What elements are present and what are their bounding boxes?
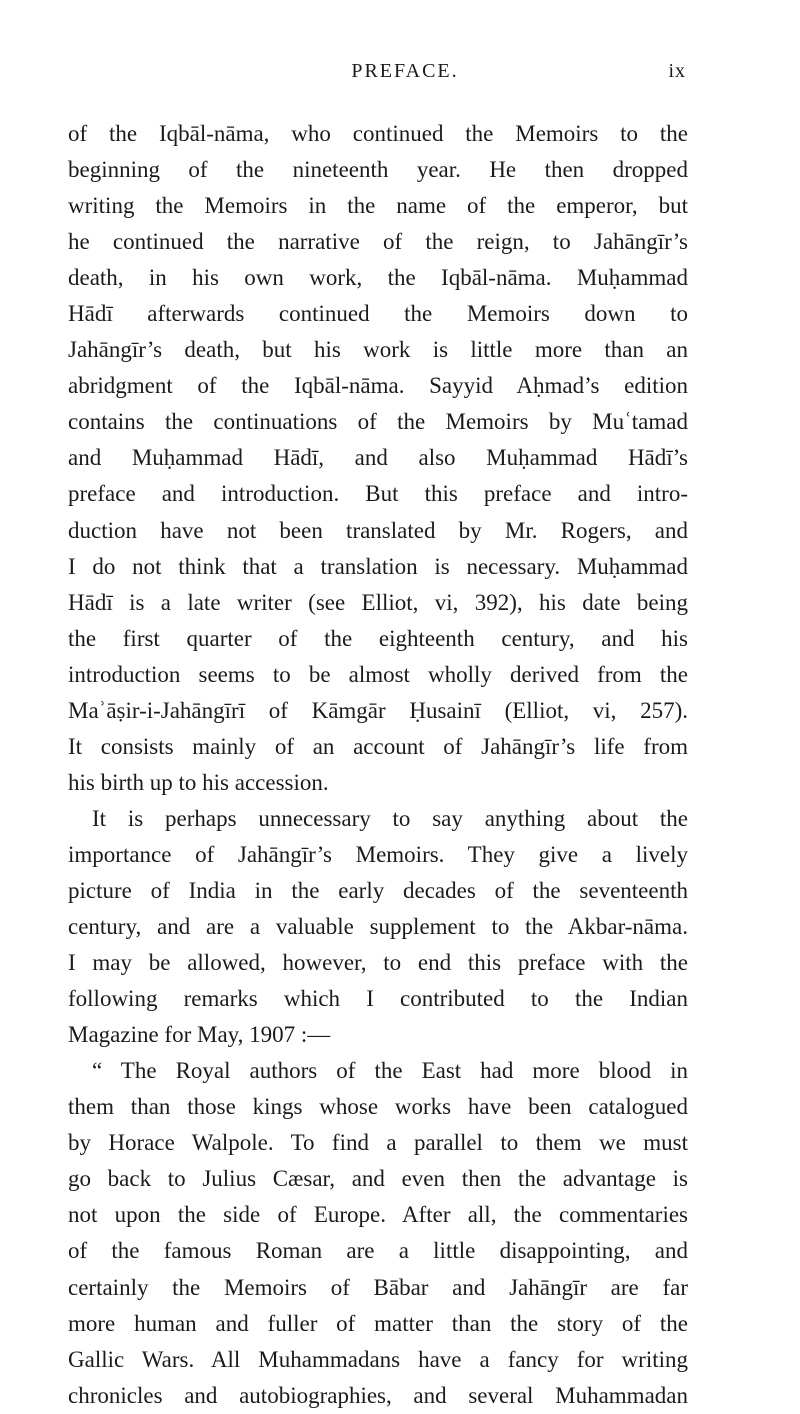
text-line: Maʾāṣir-i-Jahāngīrī of Kāmgār Ḥusainī (Elliot, vi, 257). bbox=[68, 697, 688, 723]
text-line: preface and introduction. But this preface and intro- bbox=[68, 481, 688, 507]
text-line: It is perhaps unnecessary to say anything about the bbox=[92, 805, 688, 831]
text-line: Magazine for May, 1907 :— bbox=[68, 1022, 331, 1048]
text-line: certainly the Memoirs of Bābar and Jahāngīr are far bbox=[68, 1274, 688, 1300]
text-line: introduction seems to be almost wholly derived from the bbox=[68, 661, 688, 687]
text-line: Hādī afterwards continued the Memoirs down to bbox=[68, 301, 688, 327]
text-line: importance of Jahāngīr’s Memoirs. They give a lively bbox=[68, 841, 688, 867]
body-text bbox=[68, 116, 688, 1414]
text-line: chronicles and autobiographies, and several Muhammadan bbox=[68, 1382, 688, 1408]
text-line: his birth up to his accession. bbox=[68, 769, 329, 795]
text-line: go back to Julius Cæsar, and even then the advantage is bbox=[68, 1166, 688, 1192]
text-line: more human and fuller of matter than the story of the bbox=[68, 1310, 688, 1336]
text-line: abridgment of the Iqbāl-nāma. Sayyid Aḥmad’s edition bbox=[68, 373, 688, 399]
text-line: by Horace Walpole. To find a parallel to them we must bbox=[68, 1130, 688, 1156]
text-line: picture of India in the early decades of the seventeenth bbox=[68, 877, 688, 903]
text-line: and Muḥammad Hādī, and also Muḥammad Hādī’s bbox=[68, 445, 688, 471]
text-line: century, and are a valuable supplement to the Akbar-nāma. bbox=[68, 914, 688, 940]
text-line: Hādī is a late writer (see Elliot, vi, 392), his date being bbox=[68, 589, 688, 615]
text-line: following remarks which I contributed to the Indian bbox=[68, 986, 688, 1012]
running-title: PREFACE. bbox=[351, 60, 459, 82]
text-line: duction have not been translated by Mr. Rogers, and bbox=[68, 517, 688, 543]
text-line: not upon the side of Europe. After all, the commentaries bbox=[68, 1202, 688, 1228]
page-number: ix bbox=[668, 60, 686, 82]
text-line: he continued the narrative of the reign, to Jahāngīr’s bbox=[68, 229, 688, 255]
text-line: of the famous Roman are a little disappointing, and bbox=[68, 1238, 688, 1264]
text-line: It consists mainly of an account of Jahāngīr’s life from bbox=[68, 733, 688, 759]
text-line: them than those kings whose works have been catalogued bbox=[68, 1094, 688, 1120]
text-line: contains the continuations of the Memoirs by Muʿtamad bbox=[68, 409, 688, 435]
text-line: death, in his own work, the Iqbāl-nāma. Muḥammad bbox=[68, 265, 688, 291]
text-line: Gallic Wars. All Muhammadans have a fancy for writing bbox=[68, 1346, 688, 1372]
text-line: I do not think that a translation is necessary. Muḥammad bbox=[68, 553, 688, 579]
text-line: the first quarter of the eighteenth century, and his bbox=[68, 625, 688, 651]
text-line: beginning of the nineteenth year. He then dropped bbox=[68, 157, 688, 183]
running-header bbox=[124, 58, 686, 88]
text-line: Jahāngīr’s death, but his work is little more than an bbox=[68, 337, 688, 363]
text-line: “ The Royal authors of the East had more blood in bbox=[92, 1058, 688, 1084]
text-line: of the Iqbāl-nāma, who continued the Memoirs to the bbox=[68, 121, 688, 146]
text-line: I may be allowed, however, to end this preface with the bbox=[68, 950, 688, 976]
text-line: writing the Memoirs in the name of the emperor, but bbox=[68, 193, 688, 219]
